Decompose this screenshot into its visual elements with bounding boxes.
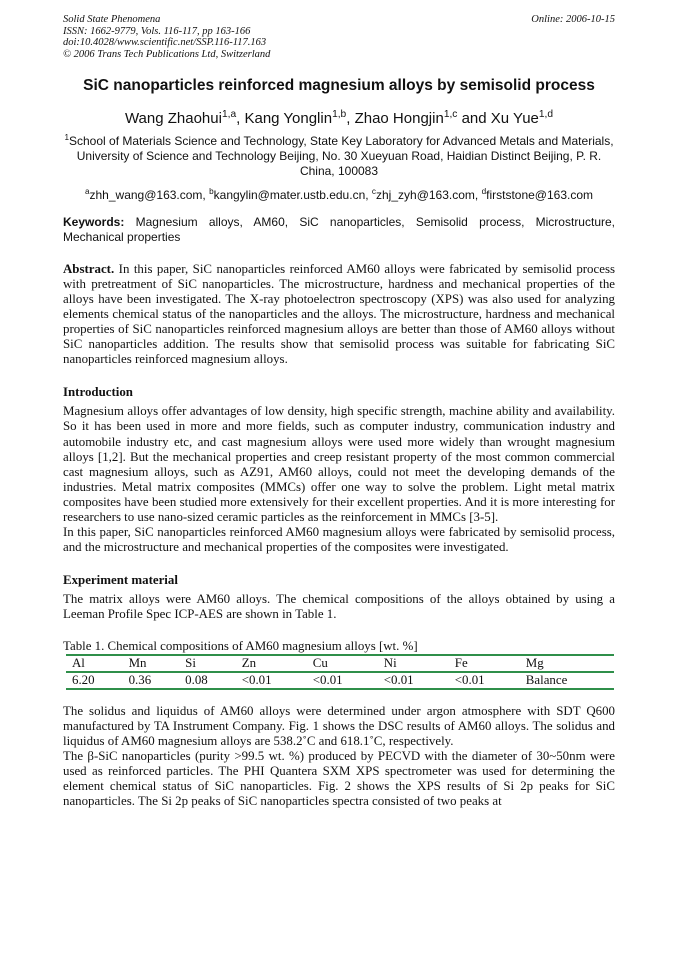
abstract xyxy=(63,262,615,367)
abstract-label: Abstract. xyxy=(63,262,115,277)
table-header-cell: Mg xyxy=(525,655,544,670)
table-header-cell: Fe xyxy=(454,655,468,670)
paper-title: SiC nanoparticles reinforced magnesium alloys by semisolid process xyxy=(83,77,595,95)
table-cell: 6.20 xyxy=(72,672,95,687)
journal-header xyxy=(63,14,615,60)
email-link[interactable]: firststone@163.com xyxy=(486,188,594,203)
author-sup: 1,b xyxy=(332,109,347,121)
introduction-paragraph: Magnesium alloys offer advantages of low density, high specific strength, machine ability and availability. So it has been used in more and more fields, such as computer industry, communication industry and automobile industry etc, and cast magnesium alloys were used more widely than wrought magnesium alloys [1,2]. But the mechanical properties and creep resistant property of the most common commercial cast magnesium alloys, such as AZ91, AM60 alloys, could not meet the developing demands of the industries. Metal matrix composites (MMCs) offer one way to solve the problem. Light metal matrix composites have been studied more extensively for their excellent properties. And it is more interesting for researchers to use nano-sized ceramic particles as the reinforcement in MMCs [3-5]. xyxy=(63,404,615,525)
keywords-text: Magnesium alloys, AM60, SiC nanoparticles, Semisolid process, Microstructure, Mechanical properties xyxy=(63,215,615,245)
affiliation xyxy=(63,134,615,179)
author-sup: 1,a xyxy=(221,109,237,121)
affiliation-text: School of Materials Science and Technology, State Key Laboratory for Advanced Metals and Materials, University of Science and Technology Beijing, No. 30 Xueyuan Road, Haidian Distinct Beijing, P. R. China, 100083 xyxy=(69,134,614,179)
experiment-heading: Experiment material xyxy=(63,573,178,588)
journal-name: Solid State Phenomena xyxy=(63,14,161,25)
experiment-paragraph: The β-SiC nanoparticles (purity >99.5 wt. %) produced by PECVD with the diameter of 30~50nm were used as reinforced particles. The PHI Quantera SXM XPS spectrometer was used for determining the element chemical status of SiC nanoparticles. Fig. 2 shows the XPS results of Si 2p peaks for SiC nanoparticles. The Si 2p peaks of SiC nanoparticles spectra consisted of two peaks at xyxy=(63,748,615,809)
table-cell: <0.01 xyxy=(383,672,414,687)
table-cell: Balance xyxy=(525,672,568,687)
table-row xyxy=(66,672,614,689)
table-cell: <0.01 xyxy=(241,672,272,687)
table-cell: <0.01 xyxy=(454,672,485,687)
affiliation-sup: 1 xyxy=(64,133,69,143)
online-date: Online: 2006-10-15 xyxy=(531,14,615,25)
email-link[interactable]: kangylin@mater.ustb.edu.cn xyxy=(213,188,366,203)
composition-table xyxy=(66,654,614,690)
table-header-cell: Al xyxy=(72,655,85,670)
author-name: Zhao Hongjin xyxy=(354,110,444,128)
email-sup: d xyxy=(481,187,487,197)
table-header-cell: Si xyxy=(185,655,196,670)
keywords xyxy=(63,215,615,245)
table-header-cell: Ni xyxy=(383,655,397,670)
table-header-row xyxy=(66,655,614,672)
author-name: Kang Yonglin xyxy=(244,110,333,128)
table-cell: 0.08 xyxy=(185,672,208,687)
introduction-paragraph: In this paper, SiC nanoparticles reinforced AM60 magnesium alloys were fabricated by semisolid process, and the microstructure and mechanical properties of the composites were investigated. xyxy=(63,525,615,555)
table-header-cell: Zn xyxy=(241,655,257,670)
experiment-paragraph: The matrix alloys were AM60 alloys. The chemical compositions of the alloys obtained by using a Leeman Profile Spec ICP-AES are shown in Table 1. xyxy=(63,592,615,622)
author-sup: 1,d xyxy=(538,109,554,121)
keywords-label: Keywords: xyxy=(63,215,125,230)
email-sup: c xyxy=(371,187,376,197)
paper-page xyxy=(63,14,615,809)
table-caption: Table 1. Chemical compositions of AM60 magnesium alloys [wt. %] xyxy=(63,638,418,653)
issn-line: ISSN: 1662-9779, Vols. 116-117, pp 163-166 xyxy=(63,25,251,37)
email-link[interactable]: zhh_wang@163.com xyxy=(89,188,203,203)
author-list: Wang Zhaohui$^{1,a}$, Kang Yonglin$^{1,b}$, Zhao Hongjin$^{1,c}$ and Xu Yue$^{1,d}$ xyxy=(124,109,554,128)
table-cell: <0.01 xyxy=(312,672,343,687)
email-sup: a xyxy=(84,187,90,197)
author-sup: 1,c xyxy=(443,109,458,121)
abstract-text: In this paper, SiC nanoparticles reinforced AM60 alloys were fabricated by semisolid process with pretreatment of SiC nanoparticles. The microstructure, hardness and mechanical properties of the alloys have been investigated. The X-ray photoelectron spectroscopy (XPS) was also used for analyzing elements chemical status of the nanoparticles and the alloys. The microstructure, hardness and mechanical properties of SiC nanoparticles reinforced magnesium alloys are better than those of AM60 alloys without SiC nanoparticles addition. The results show that semisolid process was suitable for fabricating SiC nanoparticles reinforced magnesium alloys. xyxy=(63,262,615,367)
email-link[interactable]: zhj_zyh@163.com xyxy=(376,188,475,203)
doi-line: doi:10.4028/www.scientific.net/SSP.116-117.163 xyxy=(63,37,267,49)
author-name: Wang Zhaohui xyxy=(124,110,222,128)
email-list: $^a$zhh_wang@163.com, $^b$kangylin@mater.ustb.edu.cn, $^c$zhj_zyh@163.com, $^d$firststone@163.com xyxy=(84,187,594,203)
introduction-heading: Introduction xyxy=(63,385,133,400)
email-sup: b xyxy=(209,187,214,197)
copyright-line: © 2006 Trans Tech Publications Ltd, Switzerland xyxy=(63,48,271,60)
table-header-cell: Mn xyxy=(128,655,147,670)
author-name: Xu Yue xyxy=(490,110,539,128)
table-cell: 0.36 xyxy=(128,672,152,687)
experiment-paragraph: The solidus and liquidus of AM60 alloys were determined under argon atmosphere with SDT Q600 manufactured by TA Instrument Company. Fig. 1 shows the DSC results of AM60 alloys. The solidus and liquidus of AM60 magnesium alloys are 538.2˚C and 618.1˚C, respectively. xyxy=(63,703,615,748)
table-header-cell: Cu xyxy=(312,655,328,670)
